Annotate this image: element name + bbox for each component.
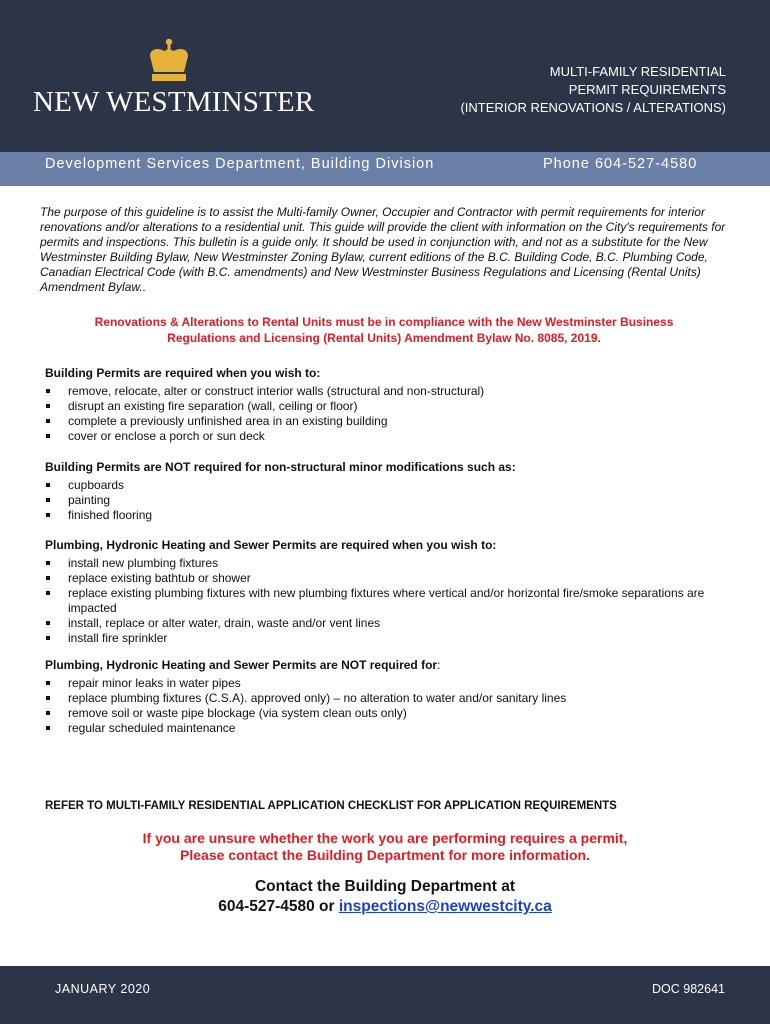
list-item — [45, 493, 735, 508]
section-heading: Building Permits are required when you wish to: — [45, 366, 321, 380]
contact-heading: Contact the Building Department at — [254, 878, 516, 895]
section-heading: Plumbing, Hydronic Heating and Sewer Permits are required when you wish to: — [45, 538, 497, 552]
list-item — [45, 706, 735, 721]
list-item — [45, 399, 735, 414]
list-item — [45, 429, 735, 444]
bullet-list — [45, 384, 735, 444]
intro-paragraph: The purpose of this guideline is to assist the Multi-family Owner, Occupier and Contractor with permit requirements for interior renovations and/or alterations to a residential unit. This guide will provide the client with information on the City's requirements for permits and inspections. This bulletin is a guide only. It should be used in conjunction with, and not as a substitute for the New Westminster Building Bylaw, New Westminster Zoning Bylaw, current editions of the B.C. Building Code, B.C. Plumbing Code, Canadian Electrical Code (with B.C. amendments) and New Westminster Business Regulations and Licensing (Rental Units) Amendment Bylaw.. — [40, 205, 726, 294]
bullet-list — [45, 478, 735, 523]
crown-logo-icon — [146, 38, 192, 84]
bullet-icon — [46, 404, 50, 408]
list-item — [45, 676, 735, 691]
list-item — [45, 508, 735, 523]
list-item-text: complete a previously unfinished area in an existing building — [68, 414, 388, 428]
list-item-text: finished flooring — [68, 508, 153, 522]
page-footer — [0, 966, 770, 1024]
bullet-icon — [46, 591, 50, 595]
notice-line-1: Renovations & Alterations to Rental Units must be in compliance with the New Westminster Business — [94, 315, 674, 329]
document-title — [460, 63, 726, 117]
section-heading: Building Permits are NOT required for non-structural minor modifications such as: — [45, 460, 516, 474]
page-header — [0, 0, 770, 152]
section-building-not-required — [45, 460, 735, 523]
notice-line-2: Regulations and Licensing (Rental Units) Amendment Bylaw No. 8085, 2019. — [167, 331, 601, 345]
bullet-icon — [46, 711, 50, 715]
section-plumbing-required — [45, 538, 735, 646]
list-item-text: cover or enclose a porch or sun deck — [68, 429, 265, 443]
list-item-text: regular scheduled maintenance — [68, 721, 236, 735]
list-item-text: replace existing plumbing fixtures with new plumbing fixtures where vertical and/or horizontal fire/smoke separations are impacted — [68, 586, 705, 615]
checklist-reference: REFER TO MULTI-FAMILY RESIDENTIAL APPLICATION CHECKLIST FOR APPLICATION REQUIREMENTS — [45, 800, 617, 812]
list-item — [45, 691, 735, 706]
list-item-text: disrupt an existing fire separation (wall, ceiling or floor) — [68, 399, 358, 413]
list-item-text: remove soil or waste pipe blockage (via system clean outs only) — [68, 706, 407, 720]
list-item-text: remove, relocate, alter or construct interior walls (structural and non-structural) — [68, 384, 485, 398]
bullet-icon — [46, 498, 50, 502]
list-item-text: painting — [68, 493, 111, 507]
list-item-text: replace existing bathtub or shower — [68, 571, 251, 585]
department-bar — [0, 152, 770, 186]
contact-phone: 604-527-4580 or — [218, 898, 339, 915]
section-heading — [45, 658, 735, 673]
list-item — [45, 384, 735, 399]
list-item — [45, 616, 735, 631]
list-item — [45, 556, 735, 571]
rental-notice — [40, 314, 728, 346]
list-item — [45, 721, 735, 736]
bullet-icon — [46, 576, 50, 580]
bullet-icon — [46, 696, 50, 700]
list-item-text: replace plumbing fixtures (C.S.A). approved only) – no alteration to water and/or sanitary lines — [68, 691, 567, 705]
list-item-text: install new plumbing fixtures — [68, 556, 219, 570]
bullet-icon — [46, 389, 50, 393]
contact-details — [0, 897, 770, 917]
list-item-text: install fire sprinkler — [68, 631, 168, 645]
list-item-text: repair minor leaks in water pipes — [68, 676, 241, 690]
bullet-icon — [46, 621, 50, 625]
bullet-icon — [46, 513, 50, 517]
permit-uncertainty-notice — [0, 830, 770, 864]
list-item — [45, 414, 735, 429]
unsure-line-2: Please contact the Building Department for more information. — [180, 847, 590, 863]
title-line-1: MULTI-FAMILY RESIDENTIAL — [549, 64, 726, 79]
contact-block — [0, 877, 770, 917]
bullet-icon — [46, 636, 50, 640]
department-phone: Phone 604-527-4580 — [543, 156, 698, 172]
heading-text: Plumbing, Hydronic Heating and Sewer Permits are NOT required for — [45, 658, 438, 672]
list-item-text: install, replace or alter water, drain, waste and/or vent lines — [68, 616, 381, 630]
section-building-required — [45, 366, 735, 444]
unsure-line-1: If you are unsure whether the work you are performing requires a permit, — [142, 830, 628, 846]
footer-date: JANUARY 2020 — [55, 982, 151, 996]
department-name: Development Services Department, Building Division — [45, 156, 435, 172]
bullet-icon — [46, 681, 50, 685]
title-line-3: (INTERIOR RENOVATIONS / ALTERATIONS) — [460, 100, 726, 115]
bullet-list — [45, 676, 735, 736]
bullet-icon — [46, 483, 50, 487]
contact-email-link[interactable]: inspections@newwestcity.ca — [338, 898, 552, 915]
bullet-icon — [46, 419, 50, 423]
list-item — [45, 571, 735, 586]
section-plumbing-not-required — [45, 658, 735, 736]
list-item-text: cupboards — [68, 478, 125, 492]
bullet-icon — [46, 726, 50, 730]
bullet-list — [45, 556, 735, 646]
footer-doc-number: DOC 982641 — [652, 982, 725, 996]
list-item — [45, 631, 735, 646]
heading-colon: : — [437, 658, 441, 672]
bullet-icon — [46, 434, 50, 438]
list-item — [45, 586, 735, 616]
title-line-2: PERMIT REQUIREMENTS — [568, 82, 726, 97]
logo-wordmark: NEW WESTMINSTER — [33, 86, 315, 118]
bullet-icon — [46, 561, 50, 565]
list-item — [45, 478, 735, 493]
